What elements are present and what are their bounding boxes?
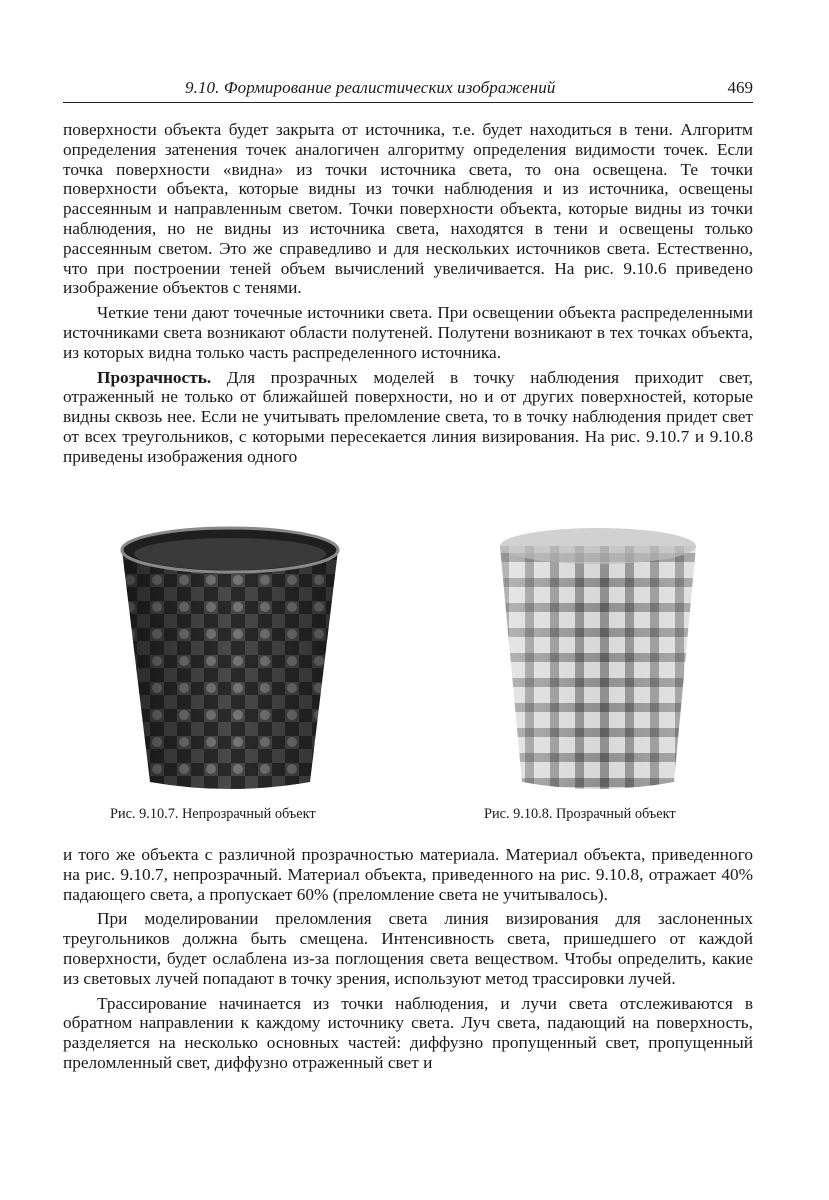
- figure-caption-opaque: Рис. 9.10.7. Непрозрачный объект: [110, 806, 316, 822]
- page-number: 469: [727, 78, 753, 97]
- page-header: [63, 78, 753, 103]
- running-head: 9.10. Формирование реалистических изображений: [185, 78, 556, 97]
- paragraph-material-comparison: и того же объекта с различной прозрачностью материала. Материал объекта, приведенного на рис. 9.10.7, непрозрачный. Материал объекта, приведенного на рис. 9.10.8, отражает 40% падающего света, а пропускает 60% (преломление света не учитывалось).: [63, 845, 753, 904]
- text-block-bottom: [63, 845, 753, 1073]
- transparent-object-image: [492, 520, 704, 800]
- transparency-text: Для прозрачных моделей в точку наблюдения приходит свет, отраженный не только от ближайшей поверхности, но и от других поверхностей, которые видны сквозь нее. Если не учитывать преломление света, то в точку наблюдения придет свет от всех треугольников, с которыми пересекается линия визирования. На рис. 9.10.7 и 9.10.8 приведены изображения одного: [63, 367, 753, 466]
- paragraph-transparency: [63, 368, 753, 467]
- transparency-heading: Прозрачность.: [97, 367, 212, 387]
- figure-caption-transparent: Рис. 9.10.8. Прозрачный объект: [484, 806, 676, 822]
- paragraph-shadows-continued: поверхности объекта будет закрыта от источника, т.е. будет находиться в тени. Алгоритм определения затенения точек аналогичен алгоритму определения видимости точек. Если точка поверхности «видна» из точки источника света, то она освещена. Те точки поверхности объекта, которые видны из точки наблюдения и из источника, освещены рассеянным и направленным светом. Точки поверхности объекта, которые видны из точки наблюдения, но не видны из источника света, находятся в тени и освещены только рассеянным светом. Это же справедливо и для нескольких источников света. Естественно, что при построении теней объем вычислений увеличивается. На рис. 9.10.6 приведено изображение объектов с тенями.: [63, 120, 753, 298]
- paragraph-soft-shadows: Четкие тени дают точечные источники света. При освещении объекта распределенными источниками света возникают области полутеней. Полутени возникают в тех точках объекта, из которых видна только часть распределенного источника.: [63, 303, 753, 362]
- paragraph-ray-tracing: Трассирование начинается из точки наблюдения, и лучи света отслеживаются в обратном направлении к каждому источнику света. Луч света, падающий на поверхность, разделяется на несколько основных частей: диффузно пропущенный свет, пропущенный преломленный свет, диффузно отраженный свет и: [63, 993, 753, 1072]
- paragraph-refraction: При моделировании преломления света линия визирования для заслоненных треугольников должна быть смещена. Интенсивность света, пришедшего от каждой поверхности, будет ослаблена из-за поглощения света веществом. Чтобы определить, какие из световых лучей попадают в точку зрения, используют метод трассировки лучей.: [63, 909, 753, 988]
- text-block-top: [63, 120, 753, 467]
- opaque-object-image: [110, 520, 350, 800]
